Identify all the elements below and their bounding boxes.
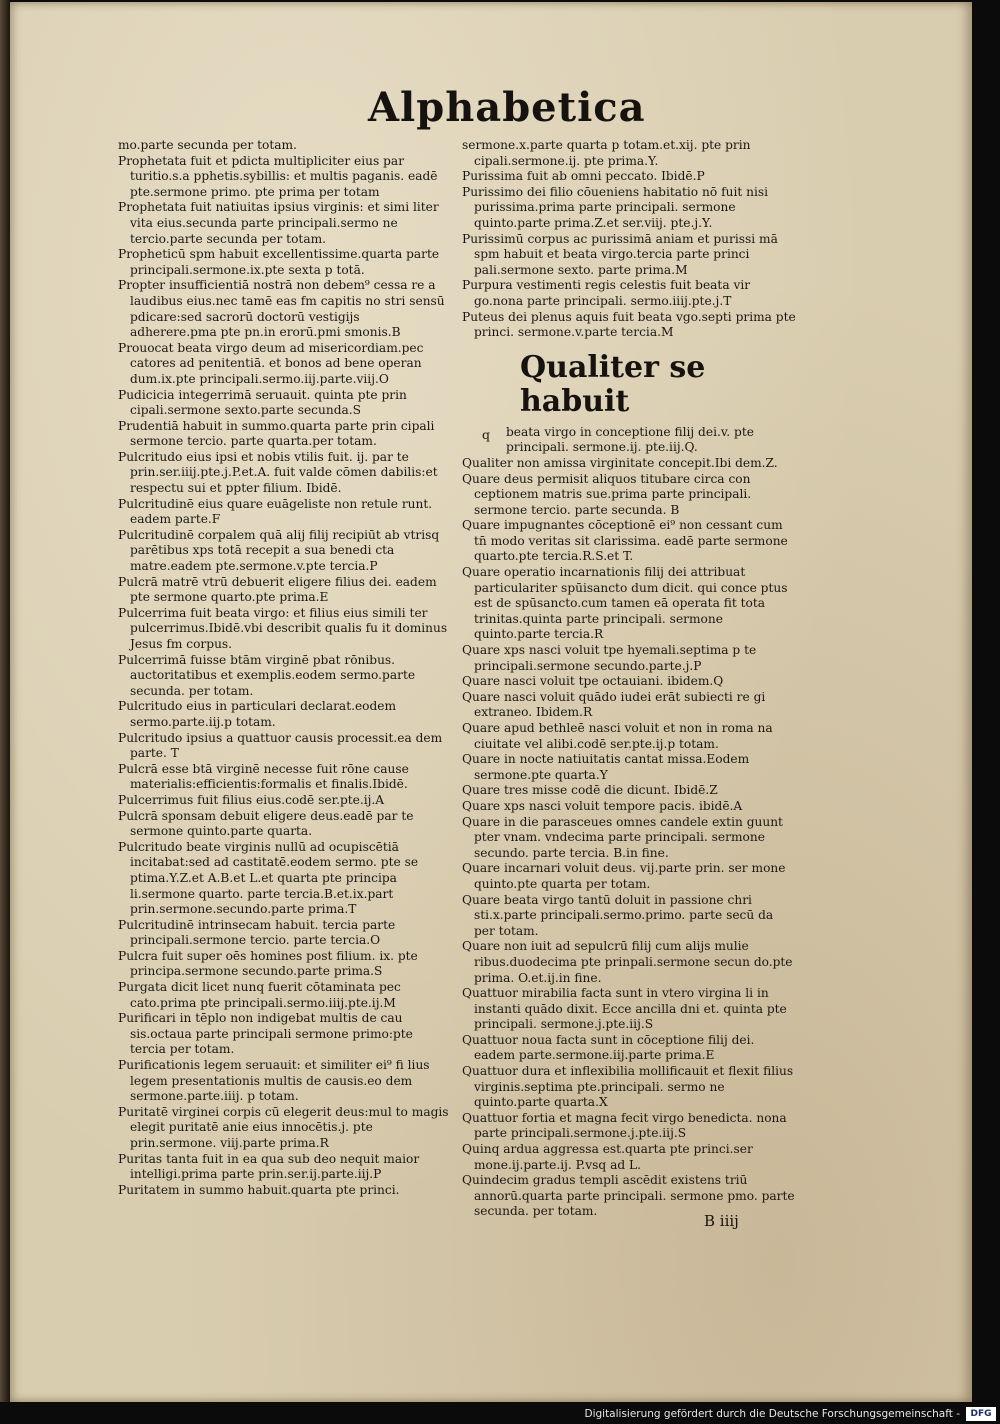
index-entry: Purissimo dei filio cōueniens habitatio nō fuit nisi purissima.prima parte principali. sermone quinto.parte prima.Z.et ser.viij. pte.j.Y. <box>462 184 769 230</box>
index-entry: Pudicicia integerrimā seruauit. quinta pte prin cipali.sermone sexto.parte secunda.S <box>118 387 407 418</box>
index-entry: Prophetata fuit natiuitas ipsius virginis: et simi liter vita eius.secunda parte principali.sermo ne tercio.parte secunda per totam. <box>118 200 439 246</box>
index-entry: Pulcritudo beate virginis nullū ad ocupiscētiā incitabat:sed ad castitatē.eodem sermo. pte se ptima.Y.Z.et A.B.et L.et quarta pte principa li.sermone quarto. parte tercia.B.et.ix.part prin.sermone.secundo.parte prima.T <box>118 839 419 917</box>
initial-letter: q <box>482 426 491 442</box>
index-entry: Quare incarnari voluit deus. vij.parte prin. ser mone quinto.pte quarta per totam. <box>462 861 786 891</box>
index-entry: Quare non iuit ad sepulcrū filij cum alijs mulie ribus.duodecima pte prinpali.sermone secun do.pte prima. O.et.ij.in fine. <box>462 939 793 985</box>
index-entry: Quare xps nasci voluit tpe hyemali.septima p te principali.sermone secundo.parte.j.P <box>462 643 757 673</box>
index-entry: Pulcrā esse btā virginē necesse fuit rōne cause materialis:efficientis:formalis et finalis.Ibidē. <box>118 761 409 792</box>
index-entry: Propheticū spm habuit excellentissime.quarta parte principali.sermone.ix.pte sexta p totā. <box>118 247 440 277</box>
index-entry: Purificari in tēplo non indigebat multis de cau sis.octaua parte principali sermone primo:pte tercia per totam. <box>118 1011 413 1057</box>
index-entry: Pulcerrimus fuit filius eius.codē ser.pte.ij.A <box>118 792 385 807</box>
running-title: Alphabetica <box>368 84 646 131</box>
index-entry: Purificationis legem seruauit: et similiter ei⁹ fi lius legem presentationis multis de causis.eo dem sermone.parte.iiij. p totam. <box>118 1058 430 1104</box>
index-entry: Purpura vestimenti regis celestis fuit beata vir go.nona parte principali. sermo.iiij.pte.j.T <box>462 278 751 308</box>
section-first-entry <box>462 425 796 456</box>
index-entry: Pulcritudo ipsius a quattuor causis processit.ea dem parte. T <box>118 730 443 761</box>
index-entry: Prouocat beata virgo deum ad misericordiam.pec catores ad penitentiā. et bonos ad bene operan dum.ix.pte principali.sermo.iij.parte.viij.O <box>118 340 424 386</box>
index-entry: Purissimū corpus ac purissimā aniam et purissi mā spm habuit et beata virgo.tercia parte princi pali.sermone sexto. parte prima.M <box>462 231 778 277</box>
index-entry: Pulcritudo eius ipsi et nobis vtilis fuit. ij. par te prin.ser.iiij.pte.j.P.et.A. fuit valde cōmen dabilis:et respectu sui et ppter filium. Ibidē. <box>118 449 438 496</box>
index-entry: Pulcrā matrē vtrū debuerit eligere filius dei. eadem pte sermone quarto.pte prima.E <box>118 574 437 605</box>
index-entry: Prophetata fuit et pdicta multipliciter eius par turitio.s.a pphetis.sybillis: et multis paganis. eadē pte.sermone primo. pte prima per totam <box>118 153 438 199</box>
index-entry: Prudentiā habuit in summo.quarta parte prin cipali sermone tercio. parte quarta.per totam. <box>118 418 435 449</box>
index-entry: Quindecim gradus templi ascēdit existens triū annorū.quarta parte principali. sermone pmo. parte secunda. per totam. <box>462 1173 795 1219</box>
index-entry: Pulcerrimā fuisse btām virginē pbat rōnibus. auctoritatibus et exemplis.eodem sermo.parte secunda. per totam. <box>118 652 416 698</box>
index-entry: Quattuor noua facta sunt in cōceptione filij dei. eadem parte.sermone.iij.parte prima.E <box>462 1032 755 1063</box>
signature-mark: B iiij <box>704 1212 739 1230</box>
index-entry: Pulcritudinē eius quare euāgeliste non retule runt. eadem parte.F <box>118 496 433 527</box>
index-entry: Quare xps nasci voluit tempore pacis. ibidē.A <box>462 798 743 813</box>
index-entry: Quare beata virgo tantū doluit in passione chri sti.x.parte principali.sermo.primo. parte secū da per totam. <box>462 892 774 938</box>
index-entry: Pulcritudo eius in particulari declarat.eodem sermo.parte.iij.p totam. <box>118 699 397 729</box>
index-entry: Quare in nocte natiuitatis cantat missa.Eodem sermone.pte quarta.Y <box>462 752 750 782</box>
index-entry: Purgata dicit licet nunq fuerit cōtaminata pec cato.prima pte principali.sermo.iiij.pte.ij.M <box>118 980 401 1010</box>
index-entry: Quattuor mirabilia facta sunt in vtero virgina li in instanti quādo dixit. Ecce ancilla dni et. quinta pte principali. sermone.j.pte.iij.S <box>462 986 787 1032</box>
index-entry: Puritatē virginei corpis cū elegerit deus:mul to magis elegit puritatē anie eius innocētis.j. pte prin.sermone. viij.parte prima.R <box>118 1104 449 1150</box>
right-column-bottom <box>462 456 796 1220</box>
index-entry: Pulcerrima fuit beata virgo: et filius eius simili ter pulcerrimus.Ibidē.vbi describit qualis fu it dominus Jesus fm corpus. <box>118 605 448 651</box>
index-entry: Quare deus permisit aliquos titubare circa con ceptionem matris sue.prima parte principali. sermone tercio. parte secunda. B <box>462 471 752 517</box>
index-entry: Pulcritudinē intrinsecam habuit. tercia parte principali.sermone tercio. parte tercia.O <box>118 917 396 948</box>
index-entry: Puritas tanta fuit in ea qua sub deo nequit maior intelligi.prima parte prin.ser.ij.parte.iij.P <box>118 1151 420 1182</box>
index-entry: Pulcra fuit super oēs homines post filium. ix. pte principa.sermone secundo.parte prima.S <box>118 948 418 979</box>
index-entry: sermone.x.parte quarta p totam.et.xij. pte prin cipali.sermone.ij. pte prima.Y. <box>462 138 751 168</box>
index-entry: Qualiter non amissa virginitate concepit.Ibi dem.Z. <box>462 455 778 470</box>
index-entry: Quattuor fortia et magna fecit virgo benedicta. nona parte principali.sermone.j.pte.iij.S <box>462 1110 787 1141</box>
index-entry: Quare tres misse codē die dicunt. Ibidē.Z <box>462 783 718 798</box>
index-entry: Pulcritudinē corpalem quā alij filij recipiūt ab vtrisq parētibus xps totā recepit a sua benedi cta matre.eadem pte.sermone.v.pte tercia.P <box>118 527 440 574</box>
index-entry: Puteus dei plenus aquis fuit beata vgo.septi prima pte princi. sermone.v.parte tercia.M <box>462 309 796 340</box>
index-entry: Quattuor dura et inflexibilia mollificauit et flexit filius virginis.septima pte.principali. sermo ne quinto.parte quarta.X <box>462 1064 794 1110</box>
index-entry: Propter insufficientiā nostrā non debem⁹ cessa re a laudibus eius.nec tamē eas fm capitis no stri sensū pdicare:sed sacrorū doctorū vestigijs adherere.pma pte pn.in erorū.pmi smonis.B <box>118 278 445 340</box>
footer-credit: Digitalisierung gefördert durch die Deutsche Forschungsgemeinschaft - <box>584 1408 960 1420</box>
index-entry: Pulcrā sponsam debuit eligere deus.eadē par te sermone quinto.parte quarta. <box>118 808 414 839</box>
right-column-top <box>462 138 796 341</box>
book-page <box>10 2 972 1402</box>
index-entry: Quare impugnantes cōceptionē ei⁹ non cessant cum tn̄ modo veritas sit clarissima. eadē parte sermone quarto.pte tercia.R.S.et T. <box>462 518 788 564</box>
index-entry: Quinq ardua aggressa est.quarta pte princi.ser mone.ij.parte.ij. P.vsq ad L. <box>462 1142 753 1172</box>
section-heading: Qualiter se habuit <box>520 349 706 419</box>
first-entry-text: beata virgo in conceptione filij dei.v. pte principali. sermone.ij. pte.iij.Q. <box>506 424 754 455</box>
right-column <box>462 138 796 1220</box>
index-entry: Quare operatio incarnationis filij dei attribuat particulariter spūisancto dum dicit. qui conce ptus est de spūsancto.cum tamen eā operata fit tota trinitas.quinta parte principali. sermone quinto.parte tercia.R <box>462 565 788 642</box>
index-entry: Puritatem in summo habuit.quarta pte princi. <box>118 1182 400 1197</box>
footer-bar <box>0 1402 1000 1424</box>
index-entry: Quare nasci voluit tpe octauiani. ibidem.Q <box>462 674 724 689</box>
page-edge <box>0 0 10 1424</box>
index-entry: Quare apud bethleē nasci voluit et non in roma na ciuitate vel alibi.codē ser.pte.ij.p totam. <box>462 721 773 751</box>
index-entry: Purissima fuit ab omni peccato. Ibidē.P <box>462 169 705 184</box>
index-entry: mo.parte secunda per totam. <box>118 138 297 152</box>
left-column <box>118 138 450 1198</box>
index-entry: Quare in die parasceues omnes candele extin guunt pter vnam. vndecima parte principali. sermone secundo. parte tercia. B.in fine. <box>462 814 783 860</box>
dfg-logo: DFG <box>966 1407 996 1421</box>
index-entry: Quare nasci voluit quādo iudei erāt subiecti re gi extraneo. Ibidem.R <box>462 689 766 720</box>
